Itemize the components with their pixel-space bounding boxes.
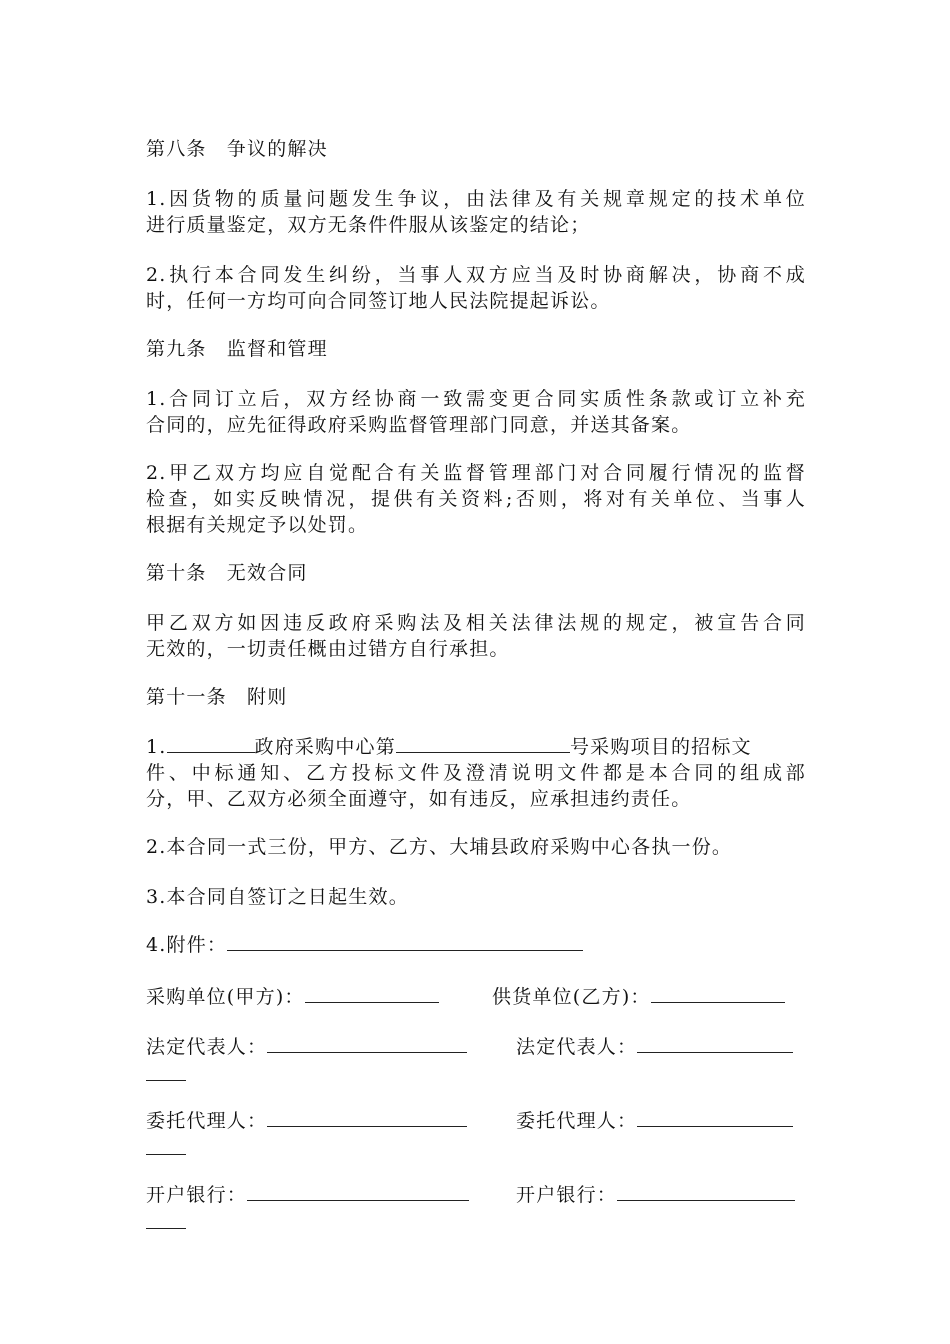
article-9-clause-1-line-2: 合同的，应先征得政府采购监督管理部门同意，并送其备案。 [146, 414, 692, 436]
buyer-signature [146, 984, 439, 1010]
article-11-clause-4 [146, 932, 806, 958]
attachment-blank[interactable] [227, 932, 583, 951]
article-11-clause-1-line-3: 分，甲、乙双方必须全面遵守，如有违反，应承担违约责任。 [146, 788, 692, 810]
clause-number: 1. [146, 736, 167, 758]
supplier-signature [492, 984, 785, 1010]
legal-rep-blank[interactable] [637, 1034, 793, 1053]
clause-text: 政府采购中心第 [254, 736, 396, 758]
article-8-clause-2-line-2: 时，任何一方均可向合同签订地人民法院提起诉讼。 [146, 290, 611, 312]
supplier-legal-rep [516, 1034, 793, 1060]
article-9-clause-2-line-1: 2.甲乙双方均应自觉配合有关监督管理部门对合同履行情况的监督 [146, 462, 806, 484]
article-9-clause-2-line-3: 根据有关规定予以处罚。 [146, 514, 369, 536]
supplier-label: 供货单位(乙方)： [492, 986, 651, 1008]
attachment-label: 4.附件： [146, 934, 228, 956]
article-10-clause-line-2: 无效的，一切责任概由过错方自行承担。 [146, 638, 510, 660]
agent-blank-continuation [146, 1154, 186, 1155]
article-8-heading: 第八条 争议的解决 [146, 138, 328, 160]
article-10-clause-line-1: 甲乙双方如因违反政府采购法及相关法律法规的规定，被宣告合同 [146, 612, 806, 634]
article-9-clause-2-line-2: 检查，如实反映情况，提供有关资料;否则，将对有关单位、当事人 [146, 488, 806, 510]
agent-blank[interactable] [267, 1108, 467, 1127]
agent-blank[interactable] [637, 1108, 793, 1127]
article-8-clause-1-line-2: 进行质量鉴定，双方无条件件服从该鉴定的结论； [146, 214, 591, 236]
buyer-label: 采购单位(甲方)： [146, 986, 305, 1008]
agent-label: 委托代理人： [146, 1110, 268, 1132]
article-10-heading: 第十条 无效合同 [146, 562, 308, 584]
legal-rep-blank[interactable] [267, 1034, 467, 1053]
buyer-legal-rep [146, 1034, 467, 1060]
buyer-agent [146, 1108, 467, 1134]
supplier-blank[interactable] [651, 984, 785, 1003]
article-9-heading: 第九条 监督和管理 [146, 338, 328, 360]
article-8-clause-1-line-1: 1.因货物的质量问题发生争议，由法律及有关规章规定的技术单位 [146, 188, 806, 210]
buyer-blank[interactable] [305, 984, 439, 1003]
article-11-clause-3: 3.本合同自签订之日起生效。 [146, 886, 409, 908]
supplier-bank [516, 1182, 795, 1208]
bank-blank[interactable] [617, 1182, 795, 1201]
article-11-clause-1-line-2: 件、中标通知、乙方投标文件及澄清说明文件都是本合同的组成部 [146, 762, 806, 784]
article-11-clause-2: 2.本合同一式三份，甲方、乙方、大埔县政府采购中心各执一份。 [146, 836, 733, 858]
article-11-clause-1-line-1 [146, 734, 806, 760]
supplier-agent [516, 1108, 793, 1134]
legal-rep-blank-continuation [146, 1080, 186, 1081]
legal-rep-label: 法定代表人： [516, 1036, 638, 1058]
article-8-clause-2-line-1: 2.执行本合同发生纠纷，当事人双方应当及时协商解决，协商不成 [146, 264, 806, 286]
clause-text: 号采购项目的招标文 [569, 736, 752, 758]
bank-blank[interactable] [247, 1182, 469, 1201]
article-9-clause-1-line-1: 1.合同订立后，双方经协商一致需变更合同实质性条款或订立补充 [146, 388, 806, 410]
bank-label: 开户银行： [146, 1184, 248, 1206]
article-11-heading: 第十一条 附则 [146, 686, 288, 708]
agent-label: 委托代理人： [516, 1110, 638, 1132]
blank-field[interactable] [396, 734, 570, 753]
bank-label: 开户银行： [516, 1184, 618, 1206]
bank-blank-continuation [146, 1228, 186, 1229]
buyer-bank [146, 1182, 469, 1208]
legal-rep-label: 法定代表人： [146, 1036, 268, 1058]
blank-field[interactable] [167, 734, 255, 753]
